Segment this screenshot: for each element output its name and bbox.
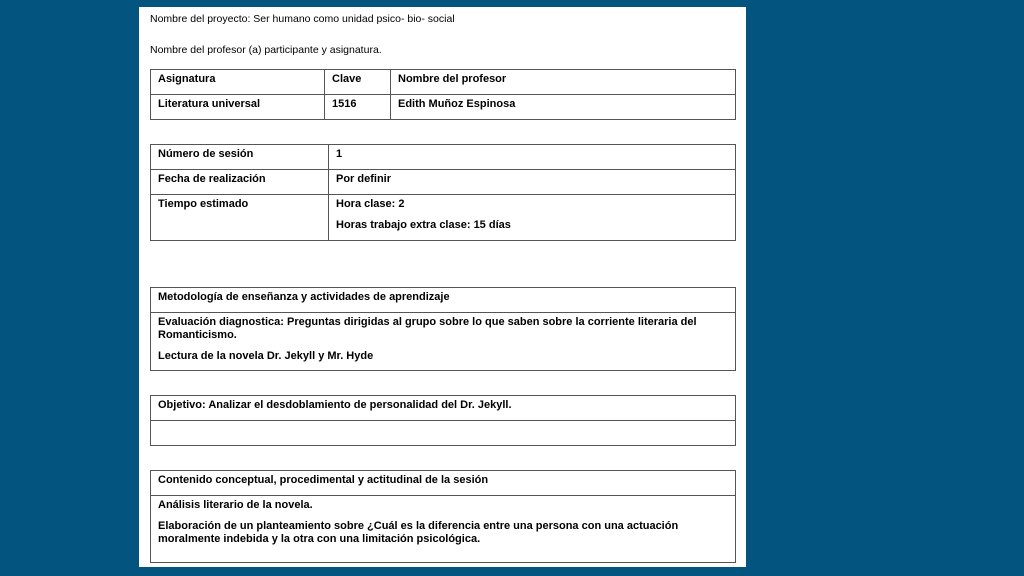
cell-subject: Literatura universal: [151, 95, 325, 120]
cell-code: 1516: [325, 95, 391, 120]
table-row: [151, 421, 736, 446]
objective-table: [150, 395, 736, 446]
time-label: Tiempo estimado: [151, 195, 329, 241]
table-row: [151, 145, 736, 170]
teacher-subject-line: Nombre del profesor (a) participante y asignatura.: [150, 44, 382, 56]
session-table: [150, 144, 736, 241]
course-table: [150, 69, 736, 120]
session-number-value: 1: [329, 145, 736, 170]
document-page: [139, 7, 746, 567]
table-row: [151, 496, 736, 563]
objective-text: Objetivo: Analizar el desdoblamiento de personalidad del Dr. Jekyll.: [151, 396, 736, 421]
question-statement: Elaboración de un planteamiento sobre ¿Cuál es la diferencia entre una persona con una actuación moralmente indebida y la otra con una limitación psicológica.: [158, 520, 679, 545]
session-number-label: Número de sesión: [151, 145, 329, 170]
table-row: [151, 471, 736, 496]
table-row: [151, 195, 736, 241]
header-cell-teacher: Nombre del profesor: [391, 70, 736, 95]
table-row: [151, 313, 736, 371]
methodology-table: [150, 287, 736, 371]
table-row: [151, 396, 736, 421]
cell-teacher: Edith Muñoz Espinosa: [391, 95, 736, 120]
table-row: [151, 170, 736, 195]
novel-reading: Lectura de la novela Dr. Jekyll y Mr. Hyde: [158, 350, 374, 362]
class-hours: Hora clase: 2: [336, 198, 405, 210]
extra-hours: Horas trabajo extra clase: 15 días: [336, 219, 511, 231]
content-body: [151, 496, 736, 563]
date-value: Por definir: [329, 170, 736, 195]
content-table: [150, 470, 736, 563]
table-row: [151, 288, 736, 313]
diagnostic-evaluation: Evaluación diagnostica: Preguntas dirigidas al grupo sobre lo que saben sobre la corriente literaria del Romanticismo.: [158, 316, 697, 341]
methodology-body: [151, 313, 736, 371]
objective-empty-cell: [151, 421, 736, 446]
content-title: Contenido conceptual, procedimental y actitudinal de la sesión: [151, 471, 736, 496]
header-cell-code: Clave: [325, 70, 391, 95]
date-label: Fecha de realización: [151, 170, 329, 195]
table-row: [151, 70, 736, 95]
project-name-line: Nombre del proyecto: Ser humano como unidad psico- bio- social: [150, 13, 455, 25]
table-row: [151, 95, 736, 120]
literary-analysis: Análisis literario de la novela.: [158, 499, 313, 511]
time-value: [329, 195, 736, 241]
methodology-title: Metodología de enseñanza y actividades de aprendizaje: [151, 288, 736, 313]
header-cell-subject: Asignatura: [151, 70, 325, 95]
